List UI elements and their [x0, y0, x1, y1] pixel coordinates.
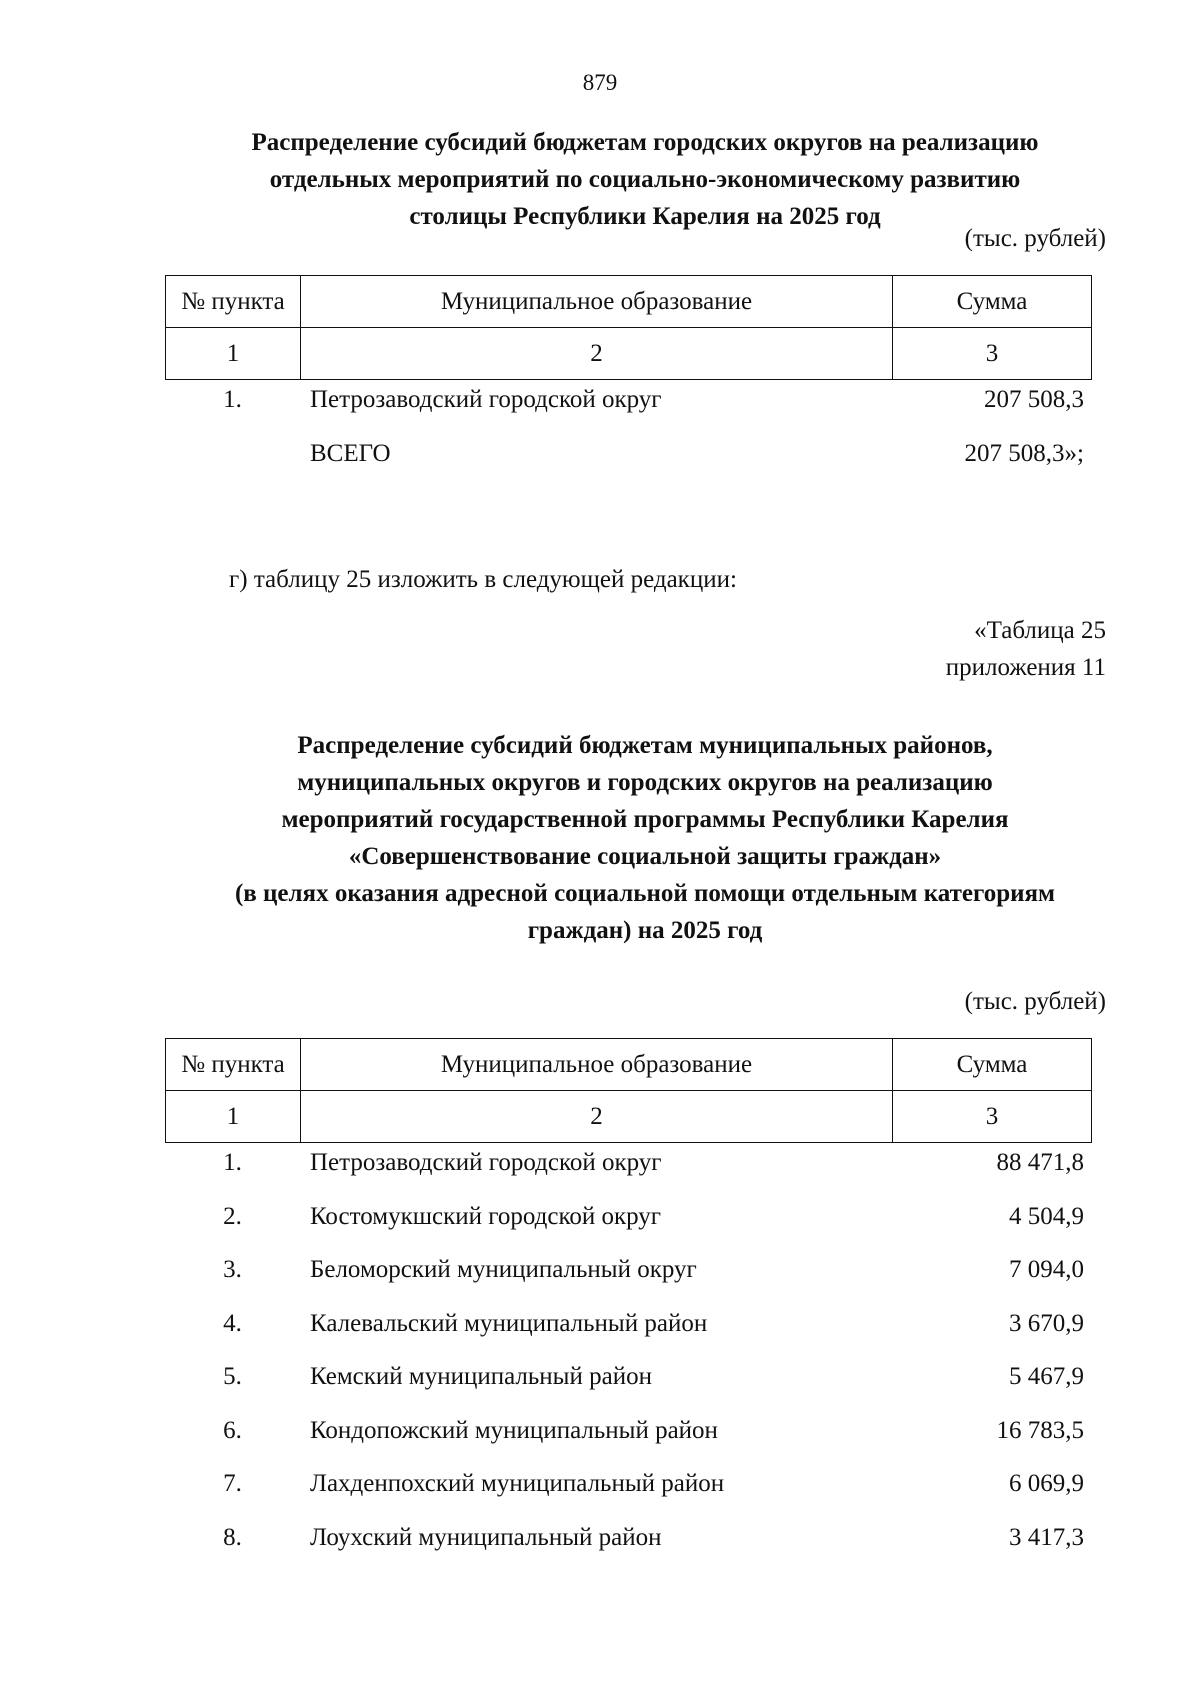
row-municipality: Петрозаводский городской округ [310, 386, 662, 413]
table2-title-line: «Совершенствование социальной защиты граждан» [348, 843, 942, 870]
row-sum: 3 670,9 [1009, 1309, 1084, 1337]
table-reference-line: «Таблица 25 [974, 617, 1106, 644]
table2-unit: (тыс. рублей) [964, 988, 1106, 1015]
table-row [165, 1243, 1091, 1297]
header-number: № пункта [166, 276, 301, 328]
table1-unit: (тыс. рублей) [964, 225, 1106, 252]
row-sum: 5 467,9 [1009, 1363, 1084, 1390]
row-sum: 207 508,3»; [964, 439, 1084, 467]
table2-body [165, 1136, 1091, 1564]
row-sum: 16 783,5 [996, 1416, 1084, 1444]
row-sum: 7 094,0 [1009, 1256, 1084, 1283]
colnum-1: 1 [166, 1091, 301, 1143]
row-number: 5. [223, 1363, 242, 1390]
table-row [165, 1511, 1091, 1565]
table-row [165, 373, 1091, 427]
table-row [165, 1297, 1091, 1351]
row-number: 8. [223, 1523, 242, 1551]
table-row [165, 1136, 1091, 1190]
table2-title-line: граждан) на 2025 год [527, 917, 763, 944]
row-municipality: Лахденпохский муниципальный район [310, 1470, 725, 1497]
table-row-total [165, 427, 1091, 481]
table-row [165, 1404, 1091, 1458]
row-sum: 3 417,3 [1009, 1523, 1084, 1551]
table2-header-row [166, 1039, 1092, 1091]
table-row [165, 1190, 1091, 1244]
row-number: 1. [223, 386, 242, 413]
table1-title [110, 124, 1180, 235]
table2-title-line: муниципальных округов и городских округов на реализацию [297, 769, 993, 796]
row-sum: 4 504,9 [1009, 1202, 1084, 1230]
row-number: 3. [223, 1256, 242, 1283]
instruction-paragraph: г) таблицу 25 изложить в следующей редакции: [229, 566, 737, 593]
table1-body [165, 373, 1091, 480]
table-reference-line: приложения 11 [945, 654, 1106, 681]
table2-title-line: Распределение субсидий бюджетам муниципальных районов, [297, 732, 993, 759]
table1-header-row [166, 276, 1092, 328]
table1-title-line: Распределение субсидий бюджетам городских округов на реализацию [251, 129, 1039, 156]
table2-header [165, 1038, 1092, 1143]
row-sum: 6 069,9 [1009, 1470, 1084, 1497]
header-municipality: Муниципальное образование [301, 1039, 893, 1091]
row-number: 7. [223, 1470, 242, 1497]
table-reference [946, 612, 1106, 686]
table2-colnum-row [166, 1091, 1092, 1143]
header-sum: Сумма [893, 276, 1092, 328]
row-municipality: Беломорский муниципальный округ [310, 1256, 697, 1283]
table2-title-line: мероприятий государственной программы Республики Карелия [281, 806, 1009, 833]
row-municipality: Кондопожский муниципальный район [310, 1416, 718, 1444]
row-municipality: Лоухский муниципальный район [310, 1523, 662, 1551]
row-municipality: ВСЕГО [310, 439, 391, 467]
colnum-2: 2 [301, 1091, 893, 1143]
page-number: 879 [582, 70, 618, 95]
row-sum: 207 508,3 [984, 386, 1084, 413]
table2-title [110, 727, 1180, 949]
table1-title-line: столицы Республики Карелия на 2025 год [409, 203, 881, 230]
table-row [165, 1457, 1091, 1511]
table1-title-line: отдельных мероприятий по социально-экономическому развитию [269, 166, 1021, 193]
row-number: 1. [223, 1149, 242, 1176]
table1-colnum-row [166, 328, 1092, 380]
colnum-3: 3 [893, 328, 1092, 380]
table-row [165, 1350, 1091, 1404]
row-municipality: Костомукшский городской округ [310, 1202, 662, 1230]
table2-title-line: (в целях оказания адресной социальной помощи отдельным категориям [234, 880, 1056, 907]
row-number: 4. [223, 1309, 242, 1337]
colnum-2: 2 [301, 328, 893, 380]
header-number: № пункта [166, 1039, 301, 1091]
row-municipality: Петрозаводский городской округ [310, 1149, 662, 1176]
row-sum: 88 471,8 [996, 1149, 1084, 1176]
table1-header [165, 275, 1092, 380]
row-municipality: Калевальский муниципальный район [310, 1309, 708, 1337]
colnum-1: 1 [166, 328, 301, 380]
row-municipality: Кемский муниципальный район [310, 1363, 652, 1390]
colnum-3: 3 [893, 1091, 1092, 1143]
header-sum: Сумма [893, 1039, 1092, 1091]
header-municipality: Муниципальное образование [301, 276, 893, 328]
row-number: 6. [223, 1416, 242, 1444]
row-number: 2. [223, 1202, 242, 1230]
